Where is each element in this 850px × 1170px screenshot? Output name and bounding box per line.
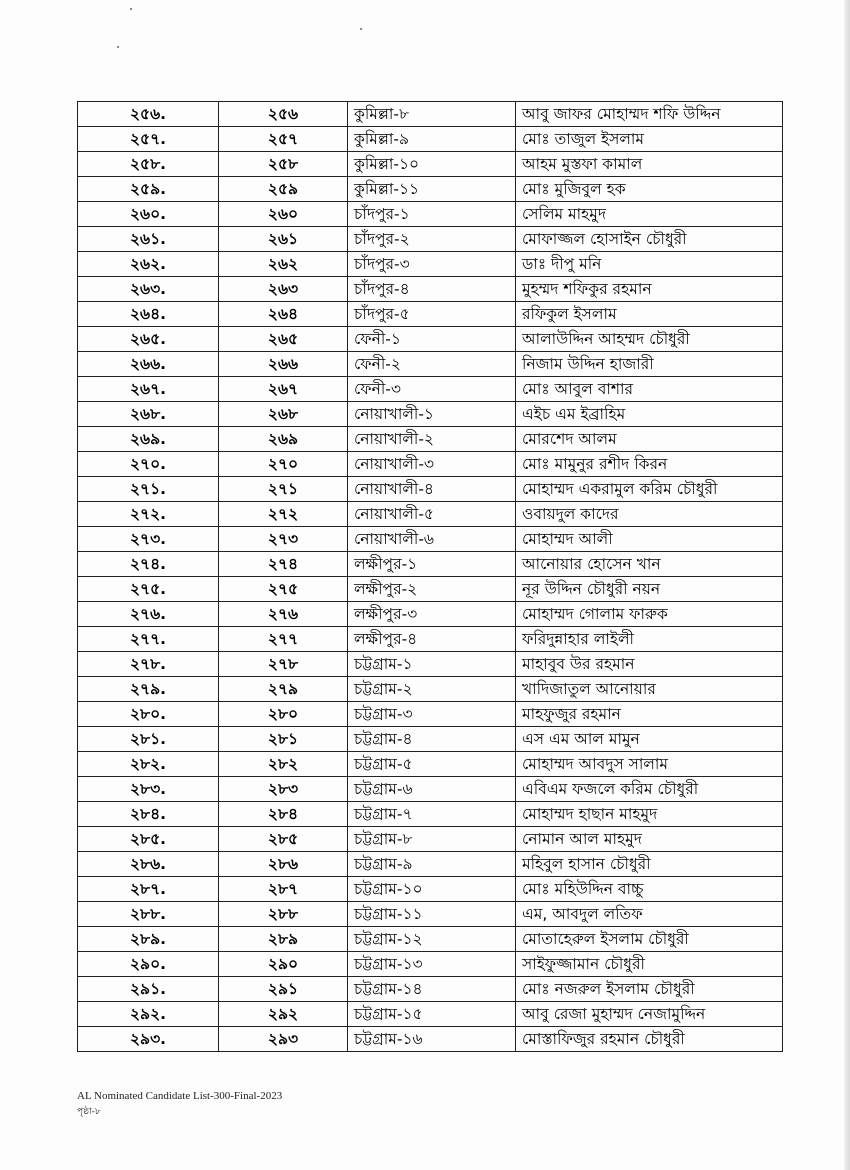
candidate-name-cell: নোমান আল মাহমুদ: [516, 827, 783, 852]
serial-number-cell: ২৫৬.: [78, 102, 219, 127]
scan-speck: [360, 28, 362, 30]
constituency-code-cell: ২৮২: [219, 752, 348, 777]
constituency-code-cell: ২৫৭: [219, 127, 348, 152]
footer-page-number: পৃষ্ঠা-৮: [77, 1107, 101, 1117]
constituency-name-cell: চট্টগ্রাম-৮: [348, 827, 516, 852]
constituency-code-cell: ২৬৭: [219, 377, 348, 402]
serial-number-cell: ২৭২.: [78, 502, 219, 527]
table-row: [78, 252, 783, 277]
candidate-name-cell: মোহাম্মদ হাছান মাহমুদ: [516, 802, 783, 827]
table-row: [78, 902, 783, 927]
candidate-name-cell: মহিবুল হাসান চৌধুরী: [516, 852, 783, 877]
serial-number-cell: ২৮১.: [78, 727, 219, 752]
table-row: [78, 927, 783, 952]
constituency-name-cell: কুমিল্লা-৮: [348, 102, 516, 127]
candidate-name-cell: মাহাবুব উর রহমান: [516, 652, 783, 677]
table-row: [78, 677, 783, 702]
constituency-name-cell: ফেনী-৩: [348, 377, 516, 402]
table-row: [78, 727, 783, 752]
table-row: [78, 1027, 783, 1052]
constituency-name-cell: চট্টগ্রাম-৩: [348, 702, 516, 727]
candidate-name-cell: মোতাহেরুল ইসলাম চৌধুরী: [516, 927, 783, 952]
constituency-code-cell: ২৯৩: [219, 1027, 348, 1052]
constituency-code-cell: ২৫৮: [219, 152, 348, 177]
serial-number-cell: ২৬২.: [78, 252, 219, 277]
table-row: [78, 377, 783, 402]
serial-number-cell: ২৭৩.: [78, 527, 219, 552]
candidate-name-cell: সেলিম মাহমুদ: [516, 202, 783, 227]
constituency-code-cell: ২৮৬: [219, 852, 348, 877]
candidate-name-cell: আবু জাফর মোহাম্মদ শফি উদ্দিন: [516, 102, 783, 127]
page-edge-shadow: [844, 0, 850, 1170]
constituency-name-cell: ফেনী-২: [348, 352, 516, 377]
constituency-code-cell: ২৫৬: [219, 102, 348, 127]
constituency-code-cell: ২৭৩: [219, 527, 348, 552]
constituency-name-cell: চট্টগ্রাম-২: [348, 677, 516, 702]
constituency-name-cell: চট্টগ্রাম-১০: [348, 877, 516, 902]
constituency-name-cell: নোয়াখালী-৩: [348, 452, 516, 477]
constituency-name-cell: লক্ষীপুর-২: [348, 577, 516, 602]
serial-number-cell: ২৮২.: [78, 752, 219, 777]
table-row: [78, 552, 783, 577]
serial-number-cell: ২৭৫.: [78, 577, 219, 602]
candidate-name-cell: নূর উদ্দিন চৌধুরী নয়ন: [516, 577, 783, 602]
constituency-name-cell: চট্টগ্রাম-১৩: [348, 952, 516, 977]
constituency-code-cell: ২৮৪: [219, 802, 348, 827]
constituency-name-cell: চট্টগ্রাম-৬: [348, 777, 516, 802]
constituency-code-cell: ২৭১: [219, 477, 348, 502]
constituency-name-cell: চট্টগ্রাম-১২: [348, 927, 516, 952]
table-row: [78, 752, 783, 777]
constituency-name-cell: চট্টগ্রাম-১১: [348, 902, 516, 927]
table-row: [78, 452, 783, 477]
constituency-code-cell: ২৫৯: [219, 177, 348, 202]
candidate-name-cell: রফিকুল ইসলাম: [516, 302, 783, 327]
table-row: [78, 127, 783, 152]
serial-number-cell: ২৫৯.: [78, 177, 219, 202]
table-row: [78, 302, 783, 327]
table-row: [78, 602, 783, 627]
candidate-name-cell: এম, আবদুল লতিফ: [516, 902, 783, 927]
serial-number-cell: ২৮৭.: [78, 877, 219, 902]
serial-number-cell: ২৮৫.: [78, 827, 219, 852]
candidate-name-cell: এবিএম ফজলে করিম চৌধুরী: [516, 777, 783, 802]
constituency-code-cell: ২৮৭: [219, 877, 348, 902]
table-row: [78, 827, 783, 852]
constituency-code-cell: ২৭৭: [219, 627, 348, 652]
candidate-name-cell: এস এম আল মামুন: [516, 727, 783, 752]
candidate-name-cell: মাহফুজুর রহমান: [516, 702, 783, 727]
constituency-name-cell: চাঁদপুর-৪: [348, 277, 516, 302]
candidate-name-cell: মোঃ মামুনুর রশীদ কিরন: [516, 452, 783, 477]
constituency-name-cell: চাঁদপুর-১: [348, 202, 516, 227]
table-row: [78, 177, 783, 202]
constituency-name-cell: নোয়াখালী-৬: [348, 527, 516, 552]
serial-number-cell: ২৫৭.: [78, 127, 219, 152]
table-row: [78, 977, 783, 1002]
serial-number-cell: ২৮৩.: [78, 777, 219, 802]
constituency-name-cell: নোয়াখালী-২: [348, 427, 516, 452]
constituency-code-cell: ২৬৯: [219, 427, 348, 452]
constituency-code-cell: ২৬০: [219, 202, 348, 227]
candidate-name-cell: নিজাম উদ্দিন হাজারী: [516, 352, 783, 377]
constituency-code-cell: ২৭২: [219, 502, 348, 527]
candidate-table-body: [78, 102, 783, 1052]
serial-number-cell: ২৯৩.: [78, 1027, 219, 1052]
serial-number-cell: ২৭৯.: [78, 677, 219, 702]
constituency-name-cell: চাঁদপুর-২: [348, 227, 516, 252]
serial-number-cell: ২৯২.: [78, 1002, 219, 1027]
constituency-code-cell: ২৮০: [219, 702, 348, 727]
candidate-name-cell: ওবায়দুল কাদের: [516, 502, 783, 527]
candidate-name-cell: মোঃ মুজিবুল হক: [516, 177, 783, 202]
serial-number-cell: ২৬৩.: [78, 277, 219, 302]
constituency-code-cell: ২৬১: [219, 227, 348, 252]
constituency-code-cell: ২৭৪: [219, 552, 348, 577]
serial-number-cell: ২৬৫.: [78, 327, 219, 352]
candidate-name-cell: মোঃ তাজুল ইসলাম: [516, 127, 783, 152]
constituency-code-cell: ২৬২: [219, 252, 348, 277]
candidate-name-cell: আহম মুস্তফা কামাল: [516, 152, 783, 177]
constituency-name-cell: চট্টগ্রাম-৪: [348, 727, 516, 752]
constituency-name-cell: চট্টগ্রাম-১৫: [348, 1002, 516, 1027]
candidate-name-cell: ডাঃ দীপু মনি: [516, 252, 783, 277]
serial-number-cell: ২৬৭.: [78, 377, 219, 402]
table-row: [78, 802, 783, 827]
table-row: [78, 877, 783, 902]
candidate-name-cell: মোহাম্মদ আবদুস সালাম: [516, 752, 783, 777]
candidate-name-cell: মোরশেদ আলম: [516, 427, 783, 452]
table-row: [78, 277, 783, 302]
constituency-code-cell: ২৬৫: [219, 327, 348, 352]
constituency-code-cell: ২৭০: [219, 452, 348, 477]
candidate-name-cell: মোঃ আবুল বাশার: [516, 377, 783, 402]
table-row: [78, 652, 783, 677]
table-row: [78, 952, 783, 977]
constituency-code-cell: ২৬৪: [219, 302, 348, 327]
candidate-name-cell: সাইফুজ্জামান চৌধুরী: [516, 952, 783, 977]
constituency-name-cell: লক্ষীপুর-৪: [348, 627, 516, 652]
constituency-code-cell: ২৬৬: [219, 352, 348, 377]
constituency-name-cell: নোয়াখালী-১: [348, 402, 516, 427]
serial-number-cell: ২৮৬.: [78, 852, 219, 877]
serial-number-cell: ২৮৯.: [78, 927, 219, 952]
constituency-name-cell: লক্ষীপুর-৩: [348, 602, 516, 627]
table-row: [78, 577, 783, 602]
scan-speck: [117, 46, 119, 48]
serial-number-cell: ২৬৪.: [78, 302, 219, 327]
candidate-name-cell: মোঃ মহিউদ্দিন বাচ্চু: [516, 877, 783, 902]
constituency-name-cell: চাঁদপুর-৩: [348, 252, 516, 277]
constituency-name-cell: কুমিল্লা-৯: [348, 127, 516, 152]
serial-number-cell: ২৬০.: [78, 202, 219, 227]
serial-number-cell: ২৮৪.: [78, 802, 219, 827]
table-row: [78, 1002, 783, 1027]
footer-document-title: AL Nominated Candidate List-300-Final-2023: [77, 1090, 283, 1102]
candidate-name-cell: মোহাম্মদ গোলাম ফারুক: [516, 602, 783, 627]
scan-speck: [130, 8, 132, 10]
constituency-name-cell: চট্টগ্রাম-৫: [348, 752, 516, 777]
serial-number-cell: ২৬৯.: [78, 427, 219, 452]
constituency-name-cell: নোয়াখালী-৪: [348, 477, 516, 502]
candidate-name-cell: আনোয়ার হোসেন খান: [516, 552, 783, 577]
constituency-code-cell: ২৮৫: [219, 827, 348, 852]
candidate-name-cell: মোঃ নজরুল ইসলাম চৌধুরী: [516, 977, 783, 1002]
constituency-code-cell: ২৭৫: [219, 577, 348, 602]
serial-number-cell: ২৭৬.: [78, 602, 219, 627]
candidate-name-cell: মোফাজ্জল হোসাইন চৌধুরী: [516, 227, 783, 252]
table-row: [78, 327, 783, 352]
serial-number-cell: ২৭৪.: [78, 552, 219, 577]
candidate-name-cell: এইচ এম ইব্রাহিম: [516, 402, 783, 427]
candidate-name-cell: মোহাম্মদ আলী: [516, 527, 783, 552]
constituency-name-cell: চট্টগ্রাম-১: [348, 652, 516, 677]
candidate-name-cell: আলাউদ্দিন আহম্মদ চৌধুরী: [516, 327, 783, 352]
table-row: [78, 427, 783, 452]
table-row: [78, 477, 783, 502]
constituency-code-cell: ২৮৮: [219, 902, 348, 927]
constituency-name-cell: লক্ষীপুর-১: [348, 552, 516, 577]
constituency-name-cell: চট্টগ্রাম-১৪: [348, 977, 516, 1002]
constituency-code-cell: ২৭৮: [219, 652, 348, 677]
constituency-name-cell: চট্টগ্রাম-৭: [348, 802, 516, 827]
candidate-table: [77, 101, 783, 1052]
candidate-name-cell: মোস্তাফিজুর রহমান চৌধুরী: [516, 1027, 783, 1052]
serial-number-cell: ২৬১.: [78, 227, 219, 252]
candidate-name-cell: মোহাম্মদ একরামুল করিম চৌধুরী: [516, 477, 783, 502]
constituency-name-cell: ফেনী-১: [348, 327, 516, 352]
serial-number-cell: ২৭৭.: [78, 627, 219, 652]
serial-number-cell: ২৯০.: [78, 952, 219, 977]
constituency-name-cell: চাঁদপুর-৫: [348, 302, 516, 327]
table-row: [78, 627, 783, 652]
constituency-code-cell: ২৬৮: [219, 402, 348, 427]
serial-number-cell: ২৭৮.: [78, 652, 219, 677]
table-row: [78, 777, 783, 802]
constituency-code-cell: ২৯২: [219, 1002, 348, 1027]
table-row: [78, 152, 783, 177]
table-row: [78, 402, 783, 427]
table-row: [78, 527, 783, 552]
table-row: [78, 202, 783, 227]
constituency-name-cell: চট্টগ্রাম-৯: [348, 852, 516, 877]
constituency-name-cell: কুমিল্লা-১১: [348, 177, 516, 202]
serial-number-cell: ২৬৮.: [78, 402, 219, 427]
constituency-code-cell: ২৯০: [219, 952, 348, 977]
serial-number-cell: ২৯১.: [78, 977, 219, 1002]
constituency-code-cell: ২৭৬: [219, 602, 348, 627]
table-row: [78, 702, 783, 727]
table-row: [78, 852, 783, 877]
serial-number-cell: ২৮৮.: [78, 902, 219, 927]
table-row: [78, 102, 783, 127]
constituency-code-cell: ২৯১: [219, 977, 348, 1002]
constituency-code-cell: ২৬৩: [219, 277, 348, 302]
candidate-name-cell: আবু রেজা মুহাম্মদ নেজামুদ্দিন: [516, 1002, 783, 1027]
table-row: [78, 352, 783, 377]
constituency-name-cell: কুমিল্লা-১০: [348, 152, 516, 177]
serial-number-cell: ২৭০.: [78, 452, 219, 477]
candidate-name-cell: খাদিজাতুল আনোয়ার: [516, 677, 783, 702]
serial-number-cell: ২৫৮.: [78, 152, 219, 177]
serial-number-cell: ২৮০.: [78, 702, 219, 727]
constituency-code-cell: ২৮১: [219, 727, 348, 752]
constituency-name-cell: চট্টগ্রাম-১৬: [348, 1027, 516, 1052]
candidate-name-cell: ফরিদুন্নাহার লাইলী: [516, 627, 783, 652]
serial-number-cell: ২৬৬.: [78, 352, 219, 377]
constituency-code-cell: ২৭৯: [219, 677, 348, 702]
serial-number-cell: ২৭১.: [78, 477, 219, 502]
constituency-name-cell: নোয়াখালী-৫: [348, 502, 516, 527]
constituency-code-cell: ২৮৩: [219, 777, 348, 802]
constituency-code-cell: ২৮৯: [219, 927, 348, 952]
candidate-name-cell: মুহম্মদ শফিকুর রহমান: [516, 277, 783, 302]
table-row: [78, 227, 783, 252]
table-row: [78, 502, 783, 527]
